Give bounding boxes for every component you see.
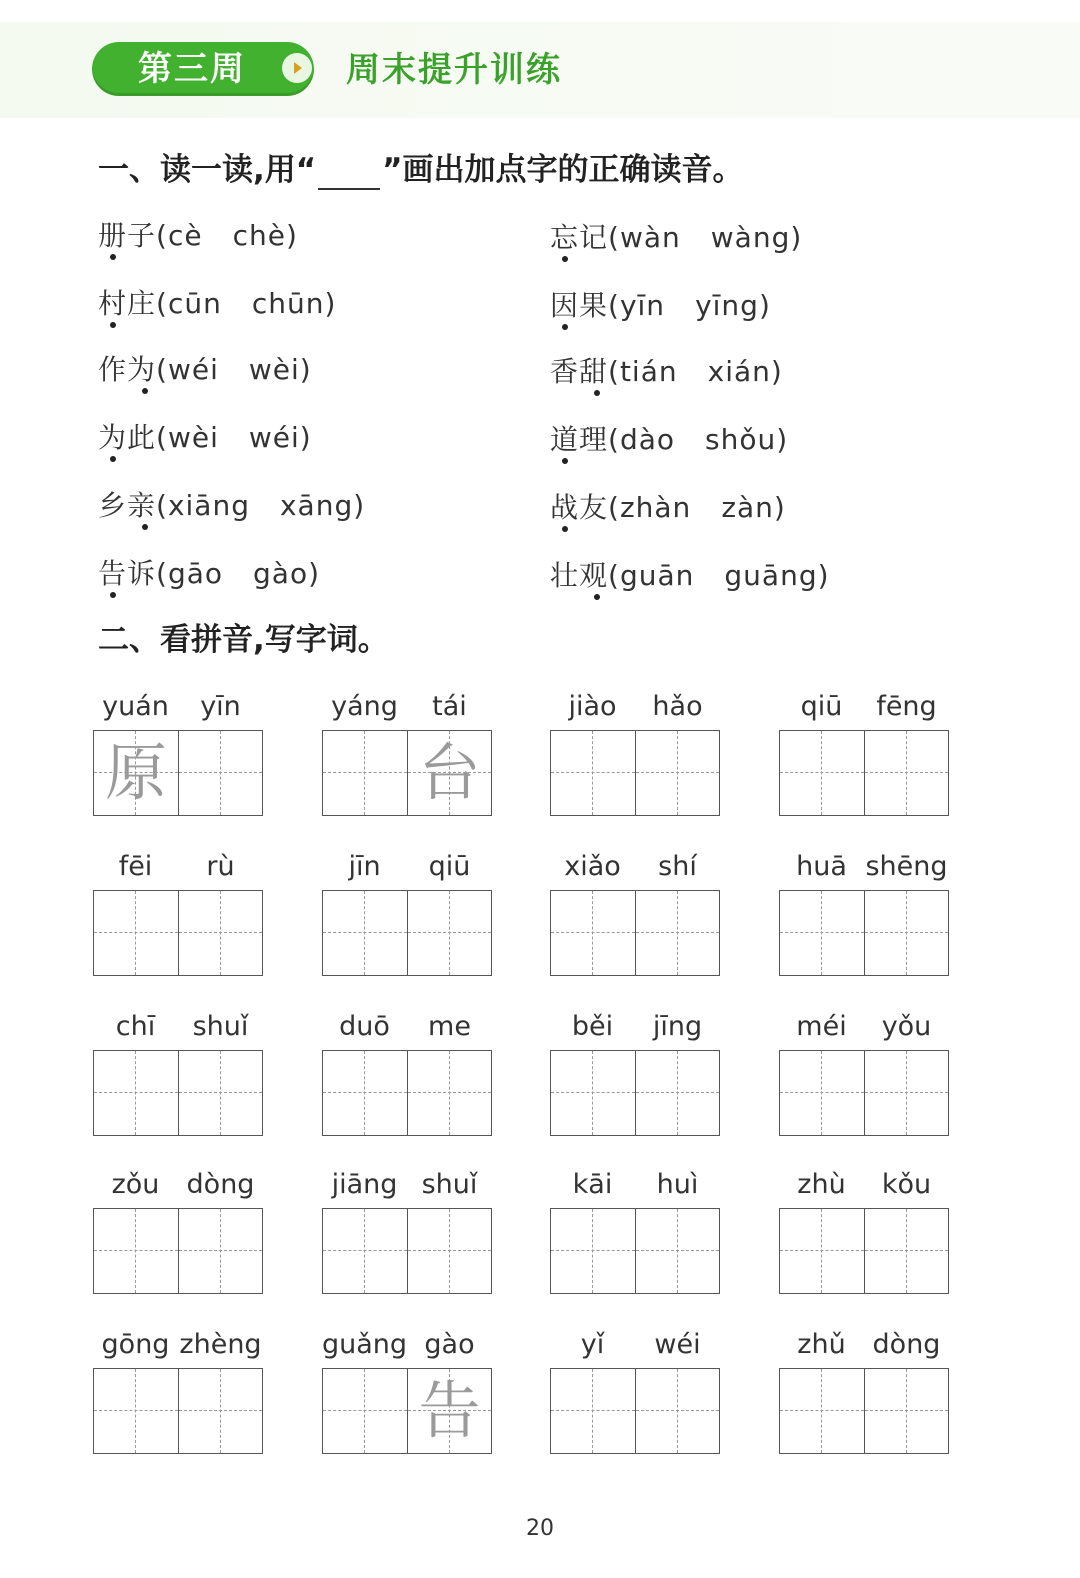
paren-open: ( [608, 559, 620, 592]
paren-open: ( [608, 289, 620, 322]
reading-word [98, 286, 156, 322]
reading-word [98, 488, 156, 524]
writing-item [93, 850, 263, 985]
writing-cell[interactable] [635, 1209, 719, 1293]
pinyin-option-2[interactable]: wéi [248, 421, 300, 454]
pinyin-syllable: zhù [797, 1169, 846, 1200]
emphasis-dot [562, 256, 568, 262]
writing-item [550, 850, 720, 985]
writing-item [93, 690, 263, 825]
emphasis-dot [594, 390, 600, 396]
emphasis-dot [594, 594, 600, 600]
writing-cell[interactable] [780, 1209, 864, 1293]
writing-cell[interactable] [551, 1209, 635, 1293]
pinyin-row [322, 850, 492, 884]
paren-close: ) [770, 355, 783, 388]
reading-word [98, 556, 156, 592]
pinyin-option-2[interactable]: wèi [248, 353, 300, 386]
reading-item [98, 488, 365, 524]
character-grid [322, 890, 492, 976]
pinyin-option-1[interactable]: cūn [167, 287, 222, 320]
word-text: 道理 [550, 423, 609, 456]
pinyin-syllable: méi [796, 1011, 847, 1042]
pinyin-row [779, 1328, 949, 1362]
writing-cell[interactable] [323, 1369, 407, 1453]
character-grid [779, 1368, 949, 1454]
paren-close: ) [758, 289, 771, 322]
paren-open: ( [156, 287, 168, 320]
reading-item [550, 422, 788, 458]
word-text: 村庄 [98, 287, 157, 320]
character-grid [550, 1368, 720, 1454]
pinyin-option-2[interactable]: wàng [710, 221, 791, 254]
writing-cell[interactable] [780, 1369, 864, 1453]
writing-cell[interactable] [864, 1209, 948, 1293]
pinyin-option-2[interactable]: xāng [279, 489, 354, 522]
pinyin-syllable: hǎo [652, 691, 703, 722]
word-text: 因果 [550, 289, 609, 322]
pinyin-row [779, 1010, 949, 1044]
pinyin-row [93, 850, 263, 884]
pinyin-option-2[interactable]: guāng [724, 559, 818, 592]
paren-open: ( [608, 423, 620, 456]
pinyin-row [550, 1010, 720, 1044]
writing-item [322, 1168, 492, 1303]
pinyin-row [550, 1328, 720, 1362]
paren-close: ) [324, 287, 337, 320]
paren-close: ) [776, 423, 789, 456]
character-grid [779, 890, 949, 976]
word-text: 册子 [98, 219, 157, 252]
character-grid [779, 1050, 949, 1136]
pinyin-syllable: huā [796, 851, 847, 882]
underline-blank [318, 158, 380, 190]
pinyin-syllable: gōng [101, 1329, 170, 1360]
pinyin-row [779, 690, 949, 724]
play-arrow-icon [282, 53, 312, 83]
pinyin-syllable: dòng [186, 1169, 255, 1200]
reading-word [98, 352, 156, 388]
writing-cell[interactable] [780, 1051, 864, 1135]
word-text: 壮观 [550, 559, 609, 592]
emphasis-dot [142, 388, 148, 394]
reading-word [98, 218, 156, 254]
writing-cell[interactable] [178, 731, 262, 815]
word-text: 战友 [550, 491, 609, 524]
paren-open: ( [156, 353, 168, 386]
writing-cell[interactable] [323, 731, 407, 815]
pinyin-row [779, 1168, 949, 1202]
paren-open: ( [608, 491, 620, 524]
paren-close: ) [817, 559, 830, 592]
writing-cell[interactable] [94, 1369, 178, 1453]
character-grid [322, 1208, 492, 1294]
emphasis-dot [110, 592, 116, 598]
writing-item [322, 690, 492, 825]
pinyin-option-1[interactable]: xiāng [167, 489, 250, 522]
pinyin-syllable: fēi [118, 851, 153, 882]
reading-item [550, 288, 771, 324]
character-grid [322, 730, 492, 816]
pinyin-syllable: wéi [654, 1329, 701, 1360]
paren-close: ) [790, 221, 803, 254]
writing-item [322, 1010, 492, 1145]
writing-cell[interactable] [551, 731, 635, 815]
writing-item [93, 1168, 263, 1303]
writing-cell[interactable]: 台 [407, 731, 491, 815]
reading-item [98, 352, 312, 388]
writing-item [779, 1328, 949, 1463]
paren-open: ( [156, 489, 168, 522]
pinyin-row [322, 1328, 492, 1362]
reading-item [98, 218, 298, 254]
pinyin-syllable: yǒu [881, 1011, 932, 1042]
paren-open: ( [156, 219, 168, 252]
word-text: 告诉 [98, 557, 157, 590]
pinyin-option-1[interactable]: gāo [167, 557, 224, 590]
writing-cell[interactable] [407, 1209, 491, 1293]
paren-open: ( [156, 557, 168, 590]
writing-item [322, 850, 492, 985]
pinyin-option-2[interactable]: zàn [721, 491, 774, 524]
pinyin-syllable: shuǐ [421, 1169, 478, 1200]
reading-word [98, 420, 156, 456]
writing-cell[interactable] [323, 1209, 407, 1293]
writing-cell[interactable] [635, 1369, 719, 1453]
writing-item [550, 690, 720, 825]
paren-open: ( [156, 421, 168, 454]
pinyin-row [550, 850, 720, 884]
paren-close: ) [353, 489, 366, 522]
character-grid [779, 730, 949, 816]
emphasis-dot [142, 524, 148, 530]
pinyin-option-2[interactable]: yīng [695, 289, 759, 322]
writing-cell[interactable] [551, 1051, 635, 1135]
pinyin-option-2[interactable]: xián [707, 355, 771, 388]
pinyin-row [93, 1168, 263, 1202]
pinyin-row [93, 690, 263, 724]
writing-item [779, 1168, 949, 1303]
writing-cell[interactable] [94, 891, 178, 975]
pinyin-syllable: fēng [876, 691, 937, 722]
paren-close: ) [299, 421, 312, 454]
writing-cell[interactable] [864, 891, 948, 975]
paren-open: ( [608, 355, 620, 388]
pinyin-syllable: běi [571, 1011, 614, 1042]
pinyin-option-2[interactable]: chūn [251, 287, 325, 320]
pinyin-syllable: shuǐ [192, 1011, 249, 1042]
pinyin-syllable: qiū [800, 691, 843, 722]
writing-cell[interactable] [635, 1051, 719, 1135]
writing-cell[interactable] [635, 891, 719, 975]
pinyin-row [93, 1328, 263, 1362]
word-text: 作为 [98, 353, 157, 386]
reading-item [550, 558, 830, 594]
pinyin-row [779, 850, 949, 884]
character-grid [322, 1050, 492, 1136]
pinyin-option-1[interactable]: wèi [167, 421, 219, 454]
pinyin-option-1[interactable]: tián [619, 355, 678, 388]
writing-cell[interactable] [864, 1369, 948, 1453]
writing-cell[interactable] [864, 731, 948, 815]
week-label: 第三周 [138, 49, 246, 89]
pinyin-syllable: yīn [200, 691, 241, 722]
character-grid [93, 1368, 263, 1454]
paren-open: ( [608, 221, 620, 254]
character-grid [550, 730, 720, 816]
emphasis-dot [562, 324, 568, 330]
writing-cell[interactable] [178, 1209, 262, 1293]
pinyin-row [322, 690, 492, 724]
reading-word [550, 422, 608, 458]
pinyin-option-1[interactable]: wàn [619, 221, 681, 254]
reading-item [98, 286, 336, 322]
character-grid [550, 1208, 720, 1294]
writing-cell[interactable] [178, 1369, 262, 1453]
pinyin-option-1[interactable]: dào [619, 423, 676, 456]
writing-cell[interactable] [94, 1051, 178, 1135]
pinyin-syllable: guǎng [322, 1329, 408, 1360]
writing-cell[interactable] [780, 731, 864, 815]
writing-item [779, 850, 949, 985]
pinyin-option-1[interactable]: wéi [167, 353, 219, 386]
pinyin-row [550, 690, 720, 724]
reading-item [550, 220, 802, 256]
pinyin-option-2[interactable]: shǒu [705, 423, 777, 456]
pinyin-syllable: shí [658, 851, 697, 882]
writing-cell[interactable]: 告 [407, 1369, 491, 1453]
character-grid [322, 1368, 492, 1454]
word-text: 忘记 [550, 221, 609, 254]
pinyin-option-1[interactable]: guān [619, 559, 695, 592]
word-text: 为此 [98, 421, 157, 454]
character-grid [93, 890, 263, 976]
writing-cell[interactable] [780, 891, 864, 975]
reading-item [550, 490, 786, 526]
pinyin-row [322, 1010, 492, 1044]
pinyin-syllable: kāi [572, 1169, 613, 1200]
writing-item [779, 1010, 949, 1145]
writing-item [550, 1328, 720, 1463]
writing-cell[interactable] [323, 891, 407, 975]
pinyin-option-1[interactable]: yīn [619, 289, 666, 322]
pinyin-option-1[interactable]: cè [167, 219, 203, 252]
emphasis-dot [110, 322, 116, 328]
reading-word [550, 288, 608, 324]
pinyin-syllable: qiū [428, 851, 471, 882]
writing-item [550, 1168, 720, 1303]
word-text: 乡亲 [98, 489, 157, 522]
character-grid [779, 1208, 949, 1294]
pinyin-syllable: duō [339, 1011, 390, 1042]
pinyin-option-2[interactable]: gào [253, 557, 309, 590]
writing-cell[interactable] [635, 731, 719, 815]
character-grid [550, 890, 720, 976]
pinyin-row [322, 1168, 492, 1202]
pinyin-syllable: tái [432, 691, 467, 722]
writing-item [322, 1328, 492, 1463]
writing-cell[interactable] [178, 1051, 262, 1135]
character-grid [93, 730, 263, 816]
character-grid [93, 1050, 263, 1136]
paren-close: ) [308, 557, 321, 590]
pinyin-syllable: me [428, 1011, 471, 1042]
pinyin-syllable: rù [206, 851, 235, 882]
pinyin-option-2[interactable]: chè [232, 219, 286, 252]
writing-cell[interactable] [864, 1051, 948, 1135]
page-title: 周末提升训练 [346, 50, 562, 90]
writing-cell[interactable] [178, 891, 262, 975]
writing-item [93, 1010, 263, 1145]
emphasis-dot [562, 526, 568, 532]
emphasis-dot [562, 458, 568, 464]
reading-word [550, 354, 608, 390]
pinyin-syllable: huì [656, 1169, 699, 1200]
reading-word [550, 490, 608, 526]
pinyin-syllable: jīn [348, 851, 381, 882]
pinyin-syllable: yuán [102, 691, 169, 722]
paren-close: ) [285, 219, 298, 252]
pinyin-syllable: zǒu [111, 1169, 160, 1200]
writing-cell[interactable] [407, 891, 491, 975]
section1-title-part2: ”画出加点字的正确读音。 [382, 152, 744, 188]
pinyin-syllable: yǐ [580, 1329, 605, 1360]
pinyin-syllable: jiāng [331, 1169, 398, 1200]
reading-item [98, 420, 312, 456]
reading-item [550, 354, 783, 390]
writing-item [779, 690, 949, 825]
writing-item [550, 1010, 720, 1145]
pinyin-syllable: gào [424, 1329, 475, 1360]
emphasis-dot [110, 456, 116, 462]
paren-close: ) [299, 353, 312, 386]
section1-title [98, 150, 744, 190]
pinyin-syllable: jīng [652, 1011, 703, 1042]
writing-cell[interactable] [551, 891, 635, 975]
writing-cell[interactable] [551, 1369, 635, 1453]
emphasis-dot [110, 254, 116, 260]
pinyin-syllable: jiào [568, 691, 617, 722]
writing-item [93, 1328, 263, 1463]
pinyin-syllable: zhǔ [797, 1329, 846, 1360]
pinyin-syllable: dòng [872, 1329, 941, 1360]
pinyin-syllable: chī [115, 1011, 156, 1042]
character-grid [93, 1208, 263, 1294]
word-text: 香甜 [550, 355, 609, 388]
page-number: 20 [526, 1516, 554, 1541]
section1-title-part1: 一、读一读,用“ [98, 152, 317, 188]
reading-word [550, 220, 608, 256]
pinyin-syllable: kǒu [881, 1169, 932, 1200]
pinyin-syllable: shēng [865, 851, 948, 882]
section2-title: 二、看拼音,写字词。 [98, 622, 389, 658]
pinyin-syllable: yáng [331, 691, 398, 722]
reading-word [550, 558, 608, 594]
pinyin-syllable: xiǎo [564, 851, 621, 882]
pinyin-syllable: zhèng [179, 1329, 262, 1360]
character-grid [550, 1050, 720, 1136]
writing-cell[interactable] [407, 1051, 491, 1135]
pinyin-row [550, 1168, 720, 1202]
paren-close: ) [773, 491, 786, 524]
pinyin-option-1[interactable]: zhàn [619, 491, 692, 524]
pinyin-row [93, 1010, 263, 1044]
writing-cell[interactable]: 原 [94, 731, 178, 815]
writing-cell[interactable] [94, 1209, 178, 1293]
reading-item [98, 556, 320, 592]
writing-cell[interactable] [323, 1051, 407, 1135]
